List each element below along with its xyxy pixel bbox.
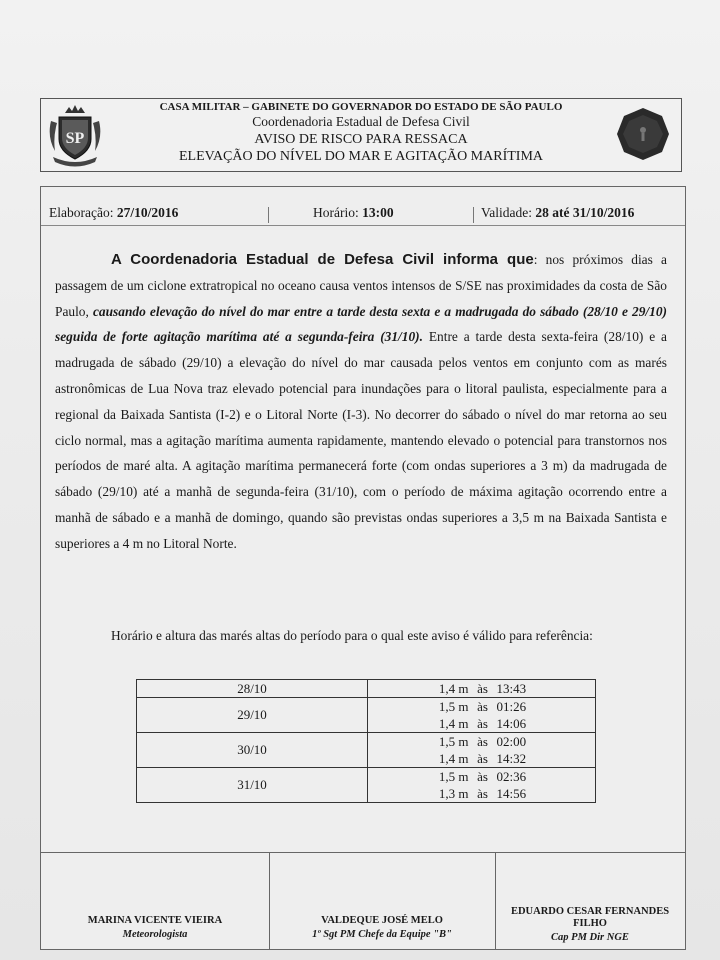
- tide-table: [136, 679, 596, 803]
- tide-height: 1,5 m: [438, 699, 469, 714]
- tide-times: [368, 680, 596, 698]
- tide-times: [368, 768, 596, 803]
- tide-intro: Horário e altura das marés altas do período para o qual este aviso é válido para referência:: [111, 628, 593, 643]
- document-header: [40, 98, 682, 172]
- tide-time: 02:36: [496, 769, 527, 784]
- validade-label: Validade:: [481, 205, 532, 220]
- tide-time: 14:32: [496, 751, 527, 766]
- logo-monogram: SP: [65, 130, 85, 147]
- tide-height: 1,3 m: [438, 786, 469, 801]
- tide-height: 1,5 m: [438, 734, 469, 749]
- signature-role: Cap PM Dir NGE: [551, 932, 629, 943]
- tide-height: 1,4 m: [438, 681, 469, 696]
- tide-height: 1,4 m: [438, 716, 469, 731]
- tide-date: 28/10: [137, 680, 368, 698]
- horario-field: [313, 205, 394, 221]
- signature-team-chief: [269, 853, 496, 949]
- validade-value: 28 até 31/10/2016: [535, 205, 635, 220]
- tide-times: [368, 698, 596, 733]
- header-line-casa-militar: CASA MILITAR – GABINETE DO GOVERNADOR DO ESTADO DE SÃO PAULO: [159, 101, 563, 113]
- signature-name: MARINA VICENTE VIEIRA: [87, 915, 223, 926]
- signature-role: 1º Sgt PM Chefe da Equipe "B": [312, 929, 452, 940]
- sao-paulo-coat-of-arms-icon: [43, 101, 107, 167]
- header-line-coordenadoria: Coordenadoria Estadual de Defesa Civil: [252, 114, 470, 129]
- elaboracao-label: Elaboração:: [49, 205, 114, 220]
- tide-date: 29/10: [137, 698, 368, 733]
- tide-date: 30/10: [137, 733, 368, 768]
- meta-row: [41, 187, 685, 237]
- tide-time: 01:26: [496, 699, 527, 714]
- tide-times: [368, 733, 596, 768]
- meta-divider: [473, 207, 474, 223]
- notice-lead: A Coordenadoria Estadual de Defesa Civil informa que: [111, 251, 534, 268]
- tide-at: às: [477, 786, 488, 801]
- signature-role: Meteorologista: [122, 929, 188, 940]
- notice-paragraph: [55, 247, 667, 557]
- notice-body: [40, 186, 686, 856]
- tide-at: às: [477, 699, 488, 714]
- table-row: [137, 680, 596, 698]
- validade-field: [481, 205, 634, 221]
- civil-defense-emblem-icon: [613, 103, 673, 165]
- tide-time: 13:43: [496, 681, 527, 696]
- notice-emphasis: causando elevação do nível do mar entre a tarde desta sexta e a madrugada do sábado (28/10 e 29/10) seguida de forte agitação marítima até a segunda-feira (31/10).: [55, 303, 667, 345]
- header-line-elevacao: ELEVAÇÃO DO NÍVEL DO MAR E AGITAÇÃO MARÍTIMA: [178, 149, 544, 164]
- notice-text-a: : nos próximos dias a passagem de um ciclone extratropical no oceano causa ventos intensos de S/SE nas proximidades da costa de São Paulo,: [55, 252, 667, 319]
- tide-at: às: [477, 681, 488, 696]
- elaboracao-value: 27/10/2016: [116, 205, 179, 220]
- signature-director: [495, 853, 685, 949]
- signature-block: [40, 852, 686, 950]
- tide-at: às: [477, 751, 488, 766]
- tide-time: 14:56: [496, 786, 527, 801]
- elaboracao-field: [49, 205, 178, 221]
- meta-divider: [268, 207, 269, 223]
- signature-name: EDUARDO CESAR FERNANDES FILHO: [510, 906, 670, 929]
- table-row: [137, 733, 596, 768]
- table-row: [137, 698, 596, 733]
- tide-at: às: [477, 769, 488, 784]
- tide-time: 14:06: [496, 716, 527, 731]
- signature-meteorologist: [41, 853, 270, 949]
- meta-underline: [41, 225, 685, 226]
- tide-at: às: [477, 734, 488, 749]
- horario-label: Horário:: [313, 205, 359, 220]
- header-line-aviso: AVISO DE RISCO PARA RESSACA: [254, 132, 468, 147]
- tide-date: 31/10: [137, 768, 368, 803]
- tide-height: 1,4 m: [438, 751, 469, 766]
- signature-name: VALDEQUE JOSÉ MELO: [321, 915, 443, 926]
- horario-value: 13:00: [362, 205, 394, 220]
- notice-text-b: Entre a tarde desta sexta-feira (28/10) e a madrugada de sábado (29/10) a elevação do nível do mar causada pelos ventos em conjunto com as marés astronômicas de Lua Nova traz elevado potencial para inundações para o litoral paulista, especialmente para a regional da Baixada Santista (I-2) e o Litoral Norte (I-3). No decorrer do sábado o nível do mar retorna ao seu ciclo normal, mas a agitação marítima aumenta rapidamente, mantendo elevado o potencial para transtornos nos períodos de maré alta. A agitação marítima permanecerá forte (com ondas superiores a 3 m) da madrugada de sábado (29/10) até a manhã de segunda-feira (31/10), com o período de máxima agitação ocorrendo entre a manhã de sábado e a manhã de domingo, quando são previstas ondas superiores a 3,5 m na Baixada Santista e superiores a 4 m no Litoral Norte.: [55, 329, 667, 551]
- tide-height: 1,5 m: [438, 769, 469, 784]
- tide-at: às: [477, 716, 488, 731]
- table-row: [137, 768, 596, 803]
- tide-time: 02:00: [496, 734, 527, 749]
